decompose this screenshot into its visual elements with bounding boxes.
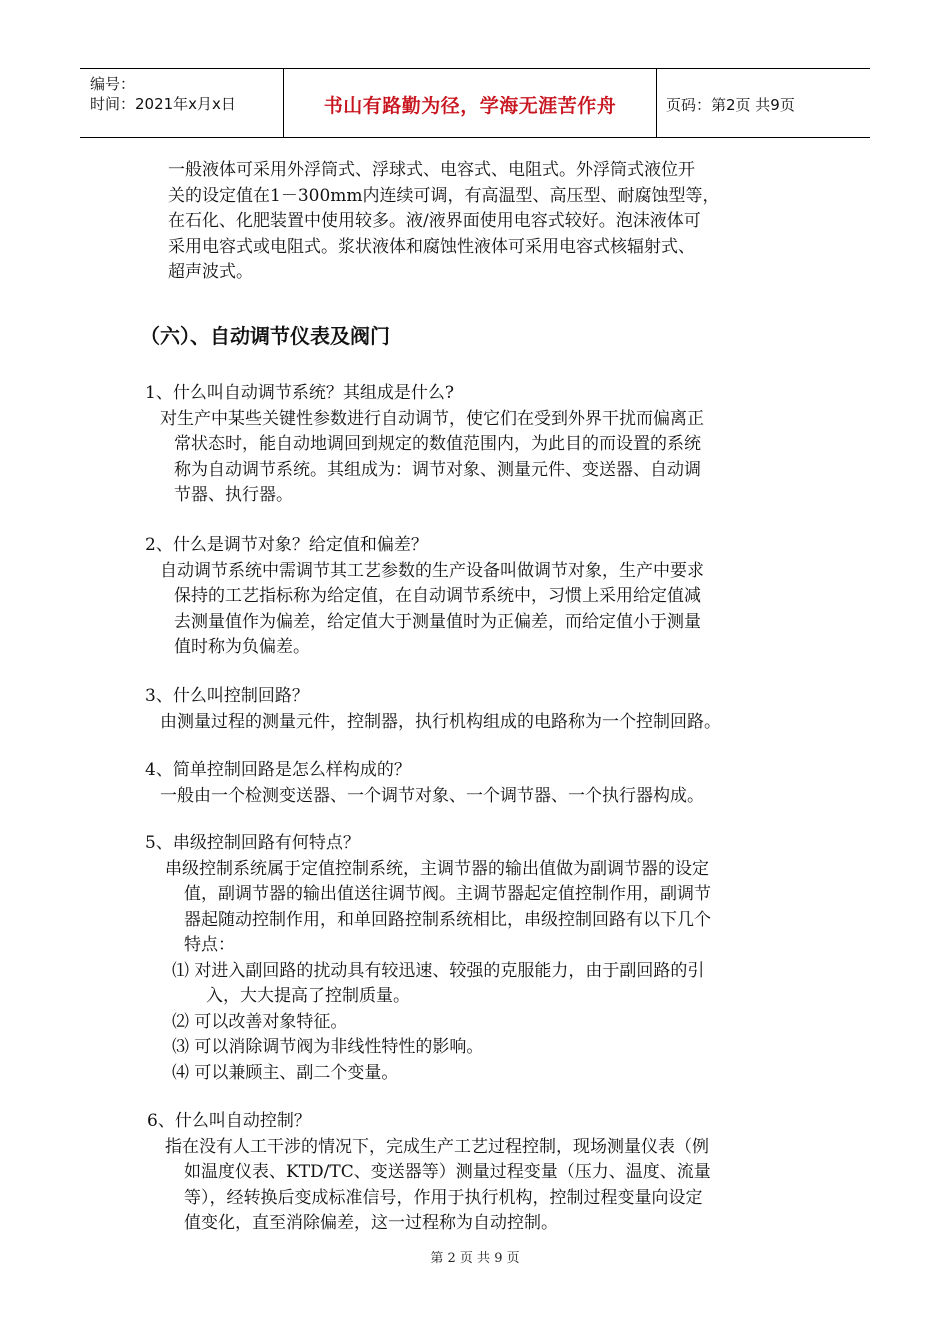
answer-1-line: 称为自动调节系统。其组成为：调节对象、测量元件、变送器、自动调 bbox=[174, 459, 701, 480]
answer-2-line: 值时称为负偏差。 bbox=[174, 637, 310, 657]
question-1: 1、什么叫自动调节系统？其组成是什么? bbox=[145, 383, 454, 403]
answer-5-line: 值，副调节器的输出值送往调节阀。主调节器起定值控制作用，副调节 bbox=[184, 884, 711, 904]
answer-3-line: 由测量过程的测量元件，控制器，执行机构组成的电路称为一个控制回路。 bbox=[160, 711, 721, 732]
question-3: 3、什么叫控制回路？ bbox=[145, 686, 309, 706]
answer-5-point: ⑶ 可以消除调节阀为非线性特性的影响。 bbox=[172, 1037, 484, 1057]
question-6: 6、什么叫自动控制？ bbox=[147, 1111, 311, 1131]
document-number-label: 编号： bbox=[90, 75, 136, 93]
answer-5-line: 器起随动控制作用，和单回路控制系统相比，串级控制回路有以下几个 bbox=[184, 909, 711, 930]
answer-4-line: 一般由一个检测变送器、一个调节对象、一个调节器、一个执行器构成。 bbox=[160, 785, 704, 806]
answer-1-line: 常状态时，能自动地调回到规定的数值范围内，为此目的而设置的系统 bbox=[174, 434, 701, 454]
answer-5-point: ⑵ 可以改善对象特征。 bbox=[172, 1011, 348, 1032]
answer-5-point: ⑴ 对进入副回路的扰动具有较迅速、较强的克服能力，由于副回路的引 bbox=[172, 960, 705, 981]
page-footer: 第 2 页 共 9 页 bbox=[430, 1251, 520, 1266]
intro-line: 采用电容式或电阻式。浆状液体和腐蚀性液体可采用电容式核辐射式、 bbox=[168, 236, 695, 257]
answer-1-line: 对生产中某些关键性参数进行自动调节，使它们在受到外界干扰而偏离正 bbox=[160, 408, 704, 429]
intro-line: 在石化、化肥装置中使用较多。液/液界面使用电容式较好。泡沫液体可 bbox=[168, 211, 701, 231]
question-2: 2、什么是调节对象？给定值和偏差？ bbox=[145, 535, 428, 555]
answer-5-line: 串级控制系统属于定值控制系统，主调节器的输出值做为副调节器的设定 bbox=[165, 858, 709, 879]
intro-line: 一般液体可采用外浮筒式、浮球式、电容式、电阻式。外浮筒式液位开 bbox=[168, 160, 695, 180]
answer-6-line: 值变化，直至消除偏差，这一过程称为自动控制。 bbox=[184, 1213, 558, 1233]
section-title: （六）、自动调节仪表及阀门 bbox=[140, 324, 390, 348]
answer-2-line: 去测量值作为偏差，给定值大于测量值时为正偏差，而给定值小于测量 bbox=[174, 611, 701, 632]
header-motto-cell bbox=[283, 69, 657, 137]
intro-line: 超声波式。 bbox=[168, 262, 253, 282]
intro-line: 关的设定值在1－300mm内连续可调，有高温型、高压型、耐腐蚀型等， bbox=[168, 185, 720, 206]
answer-5-line: 特点： bbox=[184, 935, 235, 955]
header-motto: 书山有路勤为径，学海无涯苦作舟 bbox=[323, 95, 617, 117]
answer-2-line: 自动调节系统中需调节其工艺参数的生产设备叫做调节对象，生产中要求 bbox=[160, 560, 704, 581]
answer-6-line: 等），经转换后变成标准信号，作用于执行机构，控制过程变量向设定 bbox=[184, 1187, 703, 1208]
answer-6-line: 如温度仪表、KTD/TC、变送器等）测量过程变量（压力、温度、流量 bbox=[184, 1162, 711, 1182]
header-page-info: 页码：第2页 共9页 bbox=[666, 96, 795, 114]
page-header bbox=[80, 68, 870, 138]
answer-1-line: 节器、执行器。 bbox=[174, 485, 293, 505]
answer-5-point: 入，大大提高了控制质量。 bbox=[206, 986, 410, 1006]
question-4: 4、简单控制回路是怎么样构成的？ bbox=[145, 760, 411, 780]
answer-6-line: 指在没有人工干涉的情况下，完成生产工艺过程控制，现场测量仪表（例 bbox=[165, 1136, 709, 1157]
header-page-cell bbox=[656, 69, 870, 137]
answer-5-point: ⑷ 可以兼顾主、副二个变量。 bbox=[172, 1062, 399, 1083]
answer-2-line: 保持的工艺指标称为给定值，在自动调节系统中，习惯上采用给定值减 bbox=[174, 586, 701, 606]
question-5: 5、串级控制回路有何特点？ bbox=[145, 833, 360, 853]
document-time-label: 时间：2021年x月x日 bbox=[90, 95, 236, 113]
header-meta-cell bbox=[80, 69, 282, 137]
